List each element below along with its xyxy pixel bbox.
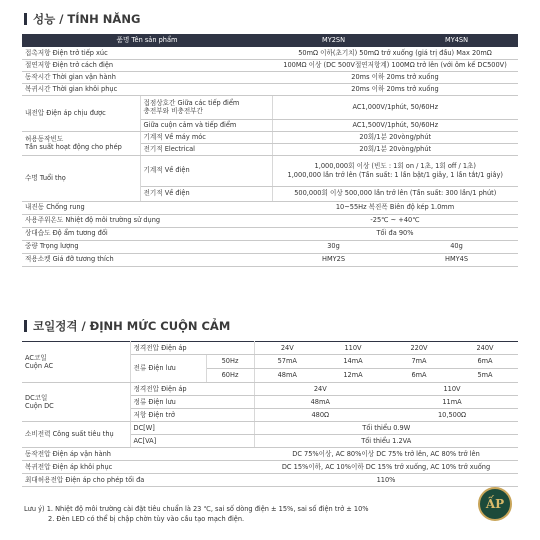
ac-current: 14mA (320, 355, 386, 369)
sub-label: Giữa cuộn cảm và tiếp điểm (140, 119, 272, 131)
title-bar-icon (24, 13, 27, 25)
row-label: 동작시간 Thời gian vận hành (22, 71, 272, 83)
table-header-row (22, 34, 518, 47)
header-product: 품명 Tên sản phẩm (22, 34, 272, 47)
table-row (22, 95, 518, 119)
ac-current: 12mA (320, 369, 386, 383)
table-row (22, 240, 518, 253)
row-label: 수명 Tuổi thọ (22, 155, 140, 201)
section-title-text: 성능 / TÍNH NĂNG (33, 12, 141, 26)
dc-current: 11mA (386, 396, 518, 409)
section-title-coil (24, 318, 230, 334)
row-label: 내전압 Điện áp chịu được (22, 95, 140, 131)
ac-current: 48mA (254, 369, 320, 383)
ac-voltage-220v: 220V (386, 342, 452, 355)
row-label-line: AC코일 (25, 353, 47, 362)
row-label: 상대습도 Độ ẩm tương đối (22, 227, 272, 240)
table-row (22, 83, 518, 95)
performance-table (22, 34, 518, 267)
header-my2sn: MY2SN (272, 34, 395, 47)
dc-resistance: 10,500Ω (386, 409, 518, 422)
row-label-line: Cuộn DC (25, 402, 54, 410)
row-value: 20ms 이하 20ms trở xuống (272, 71, 518, 83)
hz-label: 50Hz (206, 355, 254, 369)
dc-current: 48mA (254, 396, 386, 409)
row-value: 100MΩ 이상 (DC 500V절연저항계) 100MΩ trở lên (với ôm kế DC500V) (272, 59, 518, 71)
row-value: DC 15%이하, AC 10%이하 DC 15% trở xuống, AC 10% trở xuống (254, 461, 518, 474)
sub-label: 전기적 Về điện (140, 186, 272, 201)
row-label: 중량 Trọng lượng (22, 240, 272, 253)
row-value: 110% (254, 474, 518, 487)
row-value: 20회/1분 20vòng/phút (272, 131, 518, 143)
row-label: 최대허용전압 Điện áp cho phép tối đa (22, 474, 254, 487)
title-bar-icon (24, 320, 27, 332)
ac-current: 7mA (386, 355, 452, 369)
table-row (22, 461, 518, 474)
row-label (22, 131, 140, 155)
ac-coil-label (22, 342, 130, 383)
ac-voltage-110v: 110V (320, 342, 386, 355)
row-label: 소비전력 Công suất tiêu thụ (22, 422, 130, 448)
table-row (22, 253, 518, 266)
sub-label: 정격전압 Điện áp (130, 383, 254, 396)
row-value: AC1,500V/1phút, 50/60Hz (272, 119, 518, 131)
row-value (272, 155, 518, 186)
notes (24, 505, 369, 525)
sub-label-line: 충전부와 비충전부간 (143, 107, 203, 115)
row-value: 20ms 이하 20ms trở xuống (272, 83, 518, 95)
row-label: 사용주위온도 Nhiệt độ môi trường sử dụng (22, 214, 272, 227)
row-value: 20회/1분 20vòng/phút (272, 143, 518, 155)
table-row (22, 71, 518, 83)
ac-current: 57mA (254, 355, 320, 369)
table-row (22, 214, 518, 227)
row-label: 복귀시간 Thời gian khôi phục (22, 83, 272, 95)
sub-label: 정격전압 Điện áp (130, 342, 254, 355)
sub-label (140, 95, 272, 119)
sub-label: 전류 Điện lưu (130, 355, 206, 383)
row-value-my4sn: 40g (395, 240, 518, 253)
row-label: 복귀전압 Điện áp khôi phục (22, 461, 254, 474)
table-row (22, 155, 518, 186)
row-label: 동작전압 Điện áp vận hành (22, 448, 254, 461)
table-row (22, 448, 518, 461)
header-my4sn: MY4SN (395, 34, 518, 47)
note-line: Lưu ý) 1. Nhiệt độ môi trường cài đặt tiêu chuẩn là 23 ℃, sai số dòng điện ± 15%, sai số điện trở ± 10% (24, 505, 369, 513)
ac-current: 6mA (452, 355, 518, 369)
sub-label-line: 접점상호간 Giữa các tiếp điểm (143, 98, 240, 107)
table-row (22, 131, 518, 143)
row-value-my2sn: 30g (272, 240, 395, 253)
dc-coil-label (22, 383, 130, 422)
sub-label: 저항 Điện trở (130, 409, 254, 422)
row-value: DC 75%이상, AC 80%이상 DC 75% trở lên, AC 80% trở lên (254, 448, 518, 461)
row-label: 적용소켓 Giá đỡ tương thích (22, 253, 272, 266)
table-row (22, 59, 518, 71)
row-label-line: Tần suất hoạt động cho phép (25, 143, 122, 151)
section-title-performance (24, 11, 140, 27)
row-value-line: 1,000,000 lần trở lên (Tần suất: 1 lần bật/1 giây, 1 lần tắt/1 giây) (287, 170, 503, 179)
row-value: Tối thiểu 1.2VA (254, 435, 518, 448)
dc-resistance: 480Ω (254, 409, 386, 422)
sub-label: 전기적 Electrical (140, 143, 272, 155)
dc-voltage-24v: 24V (254, 383, 386, 396)
sub-label: 기계적 Về điện (140, 155, 272, 186)
ac-current: 6mA (386, 369, 452, 383)
row-label-line: 허용동작빈도 (25, 134, 64, 143)
ac-voltage-24v: 24V (254, 342, 320, 355)
sub-label: 기계적 Về máy móc (140, 131, 272, 143)
table-row (22, 227, 518, 240)
row-value: Tối thiểu 0.9W (254, 422, 518, 435)
row-label: 내진동 Chống rung (22, 201, 272, 214)
row-value: 10~55Hz 복진폭 Biên độ kép 1.0mm (272, 201, 518, 214)
table-row (22, 47, 518, 59)
row-value-my2sn: HMY2S (272, 253, 395, 266)
row-value-my4sn: HMY4S (395, 253, 518, 266)
note-line: 2. Đèn LED có thể bị chập chờn tùy vào cầu tạo mạch điện. (48, 514, 245, 523)
coil-table (22, 341, 518, 487)
table-row (22, 383, 518, 396)
ac-current: 5mA (452, 369, 518, 383)
row-value-line: 1,000,000회 이상 (빈도 : 1회 on / 1초, 1회 off / 1초) (314, 162, 476, 171)
hz-label: 60Hz (206, 369, 254, 383)
sub-label: AC[VA] (130, 435, 254, 448)
row-value: 500,000회 이상 500,000 lần trở lên (Tần suất: 300 lần/1 phút) (272, 186, 518, 201)
row-value: -25℃ ~ +40℃ (272, 214, 518, 227)
brand-logo-icon (478, 487, 512, 521)
row-label: 절연저항 Điện trở cách điện (22, 59, 272, 71)
table-row (22, 342, 518, 355)
row-value: 50mΩ 이하(초기치) 50mΩ trở xuống (giá trị đầu) Max 20mΩ (272, 47, 518, 59)
row-label-line: Cuộn AC (25, 362, 54, 370)
row-label: 접촉저항 Điện trở tiếp xúc (22, 47, 272, 59)
ac-voltage-240v: 240V (452, 342, 518, 355)
sub-label: DC[W] (130, 422, 254, 435)
table-row (22, 201, 518, 214)
row-label-line: DC코일 (25, 393, 48, 402)
table-row (22, 474, 518, 487)
section-title-text: 코일정격 / ĐỊNH MỨC CUỘN CẢM (33, 319, 231, 333)
dc-voltage-110v: 110V (386, 383, 518, 396)
row-value: AC1,000V/1phút, 50/60Hz (272, 95, 518, 119)
sub-label: 정류 Điện lưu (130, 396, 254, 409)
logo-text: ẤP (485, 497, 505, 511)
table-row (22, 422, 518, 435)
row-value: Tối đa 90% (272, 227, 518, 240)
